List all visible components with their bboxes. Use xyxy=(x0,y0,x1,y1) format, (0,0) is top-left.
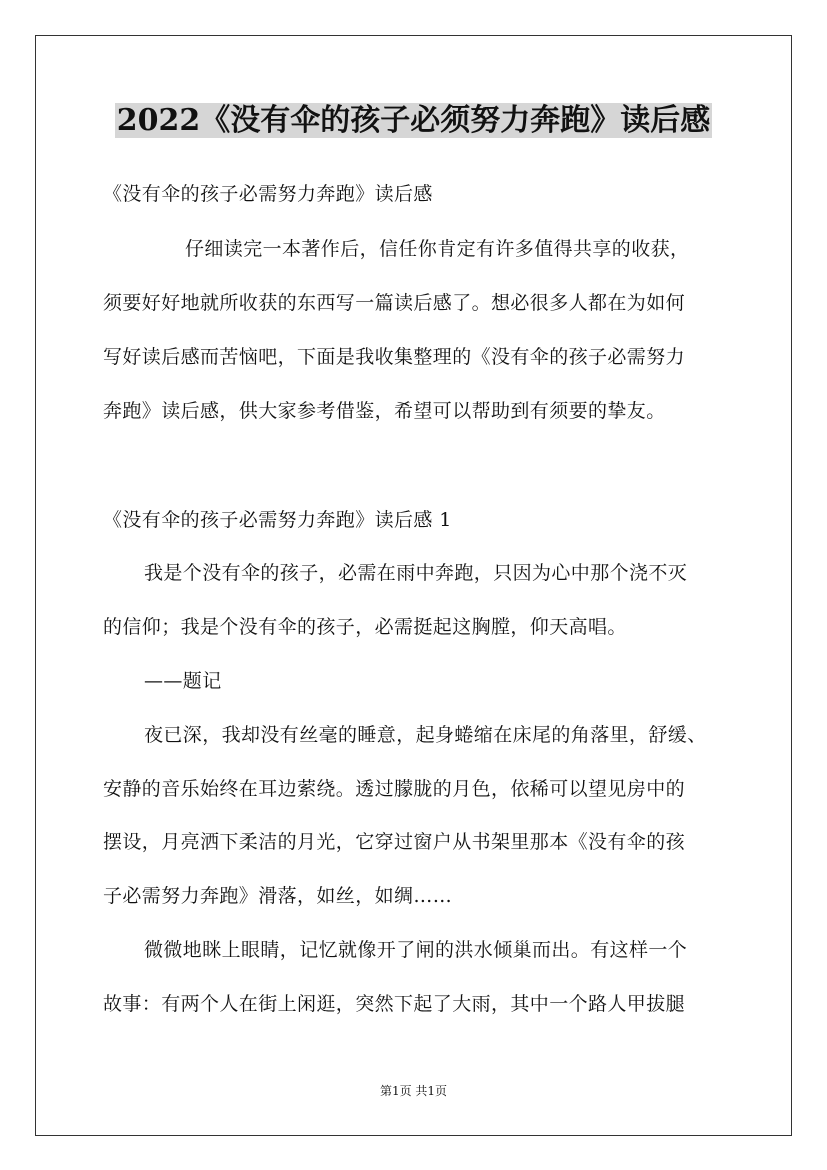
intro-line: 奔跑》读后感，供大家参考借鉴，希望可以帮助到有须要的挚友。 xyxy=(103,400,666,422)
body-line: 的信仰；我是个没有伞的孩子，必需挺起这胸膛，仰天高唱。 xyxy=(103,616,627,638)
intro-line: 仔细读完一本著作后，信任你肯定有许多值得共享的收获， xyxy=(185,238,690,260)
body-line: 安静的音乐始终在耳边萦绕。透过朦胧的月色，依稀可以望见房中的 xyxy=(103,778,686,800)
intro-line: 写好读后感而苦恼吧，下面是我收集整理的《没有伞的孩子必需努力 xyxy=(103,346,686,368)
body-line: 微微地眯上眼睛，记忆就像开了闸的洪水倾巢而出。有这样一个 xyxy=(144,939,688,961)
document-title-text: 2022《没有伞的孩子必须努力奔跑》读后感 xyxy=(116,103,711,138)
section-heading: 《没有伞的孩子必需努力奔跑》读后感 1 xyxy=(103,509,452,531)
body-line: 夜已深，我却没有丝毫的睡意，起身蜷缩在床尾的角落里，舒缓、 xyxy=(144,724,707,746)
epigraph-attribution: ——题记 xyxy=(144,670,222,692)
body-line: 摆设，月亮洒下柔洁的月光，它穿过窗户从书架里那本《没有伞的孩 xyxy=(103,831,686,853)
intro-line: 须要好好地就所收获的东西写一篇读后感了。想必很多人都在为如何 xyxy=(103,292,686,314)
document-title xyxy=(0,100,827,142)
body-line: 故事：有两个人在街上闲逛，突然下起了大雨，其中一个路人甲拔腿 xyxy=(103,993,686,1015)
subtitle: 《没有伞的孩子必需努力奔跑》读后感 xyxy=(103,183,433,205)
body-line: 子必需努力奔跑》滑落，如丝，如绸…… xyxy=(103,885,453,907)
page-number-footer: 第1页 共1页 xyxy=(379,1084,448,1098)
body-line: 我是个没有伞的孩子，必需在雨中奔跑，只因为心中那个浇不灭 xyxy=(144,562,688,584)
